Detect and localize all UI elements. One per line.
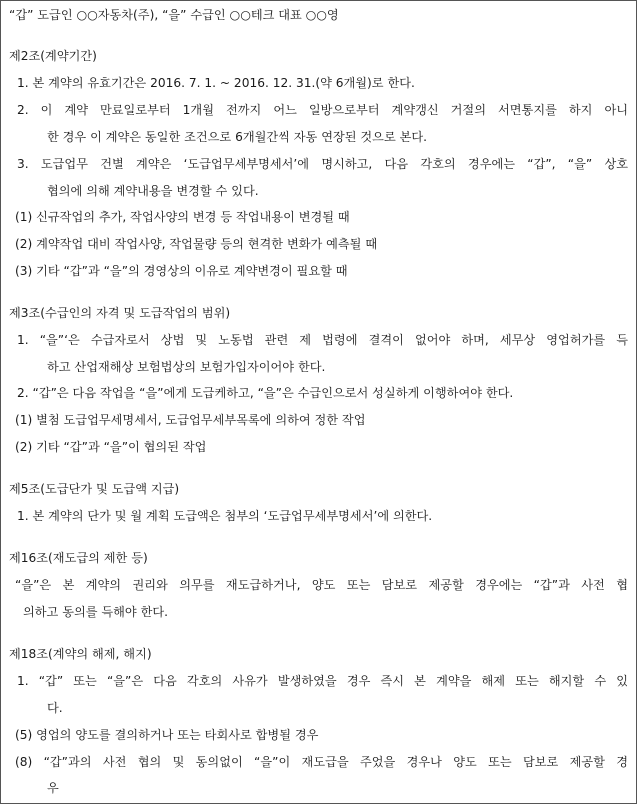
article-2-item-2-line-1: 2. 이 계약 만료일로부터 1개월 전까지 어느 일방으로부터 계약갱신 거절의 서면통지를 하지 아니 xyxy=(17,103,628,117)
article-3-item-1-line-1: 1. “을”‘은 수급자로서 상법 및 노동법 관련 제 법령에 결격이 없어야 하며, 세무상 영업허가를 득 xyxy=(17,333,628,347)
article-18-subitem-8-line-2: 우 xyxy=(47,781,59,795)
article-3-item-2: 2. “갑”은 다음 작업을 “을”에게 도급케하고, “을”은 수급인으로서 성실하게 이행하여야 한다. xyxy=(17,386,514,400)
article-18-subitem-5: (5) 영업의 양도를 결의하거나 또는 타회사로 합병될 경우 xyxy=(15,728,319,742)
parties-line: “갑” 도급인 ○○자동차(주), “을” 수급인 ○○테크 대표 ○○영 xyxy=(9,8,339,22)
article-3-title: 제3조(수급인의 자격 및 도급작업의 범위) xyxy=(9,306,231,320)
article-18-subitem-8-line-1: (8) “갑”과의 사전 협의 및 동의없이 “을”이 재도급을 주었을 경우나 양도 또는 담보로 제공할 경 xyxy=(15,755,628,769)
article-2-subitem-2: (2) 계약작업 대비 작업사양, 작업물량 등의 현격한 변화가 예측될 때 xyxy=(15,237,378,251)
article-5-title: 제5조(도급단가 및 도급액 지급) xyxy=(9,482,180,496)
article-2-item-3-line-2: 협의에 의해 계약내용을 변경할 수 있다. xyxy=(47,184,259,198)
article-3-subitem-2: (2) 기타 “갑”과 “을”이 협의된 작업 xyxy=(15,440,207,454)
article-2-subitem-3: (3) 기타 “갑”과 “을”의 경영상의 이유로 계약변경이 필요할 때 xyxy=(15,264,348,278)
article-5-item-1: 1. 본 계약의 단가 및 월 계획 도급액은 첨부의 ‘도급업무세부명세서’에 의한다. xyxy=(17,509,433,523)
article-2-subitem-1: (1) 신규작업의 추가, 작업사양의 변경 등 작업내용이 변경될 때 xyxy=(15,210,350,224)
article-16-body-line-1: “을”은 본 계약의 권리와 의무를 재도급하거나, 양도 또는 담보로 제공할 경우에는 “갑”과 사전 협 xyxy=(15,578,628,592)
article-2-item-2-line-2: 한 경우 이 계약은 동일한 조건으로 6개월간씩 자동 연장된 것으로 본다. xyxy=(47,130,428,144)
article-16-body-line-2: 의하고 동의를 득해야 한다. xyxy=(23,605,169,619)
article-2-item-3-line-1: 3. 도급업무 건별 계약은 ‘도급업무세부명세서’에 명시하고, 다음 각호의 경우에는 “갑”, “을” 상호 xyxy=(17,157,628,171)
article-18-title: 제18조(계약의 해제, 해지) xyxy=(9,647,152,661)
article-3-item-1-line-2: 하고 산업재해상 보험법상의 보험가입자이어야 한다. xyxy=(47,360,326,374)
article-2-title: 제2조(계약기간) xyxy=(9,49,97,63)
article-18-item-1-line-1: 1. “갑” 또는 “을”은 다음 각호의 사유가 발생하였을 경우 즉시 본 계약을 해제 또는 해지할 수 있 xyxy=(17,674,628,688)
article-16-title: 제16조(재도급의 제한 등) xyxy=(9,551,148,565)
article-2-item-1: 1. 본 계약의 유효기간은 2016. 7. 1. ~ 2016. 12. 31.(약 6개월)로 한다. xyxy=(17,76,415,90)
article-18-item-1-line-2: 다. xyxy=(47,701,63,715)
article-3-subitem-1: (1) 별첨 도급업무세명세서, 도급업무세부목록에 의하여 정한 작업 xyxy=(15,413,366,427)
